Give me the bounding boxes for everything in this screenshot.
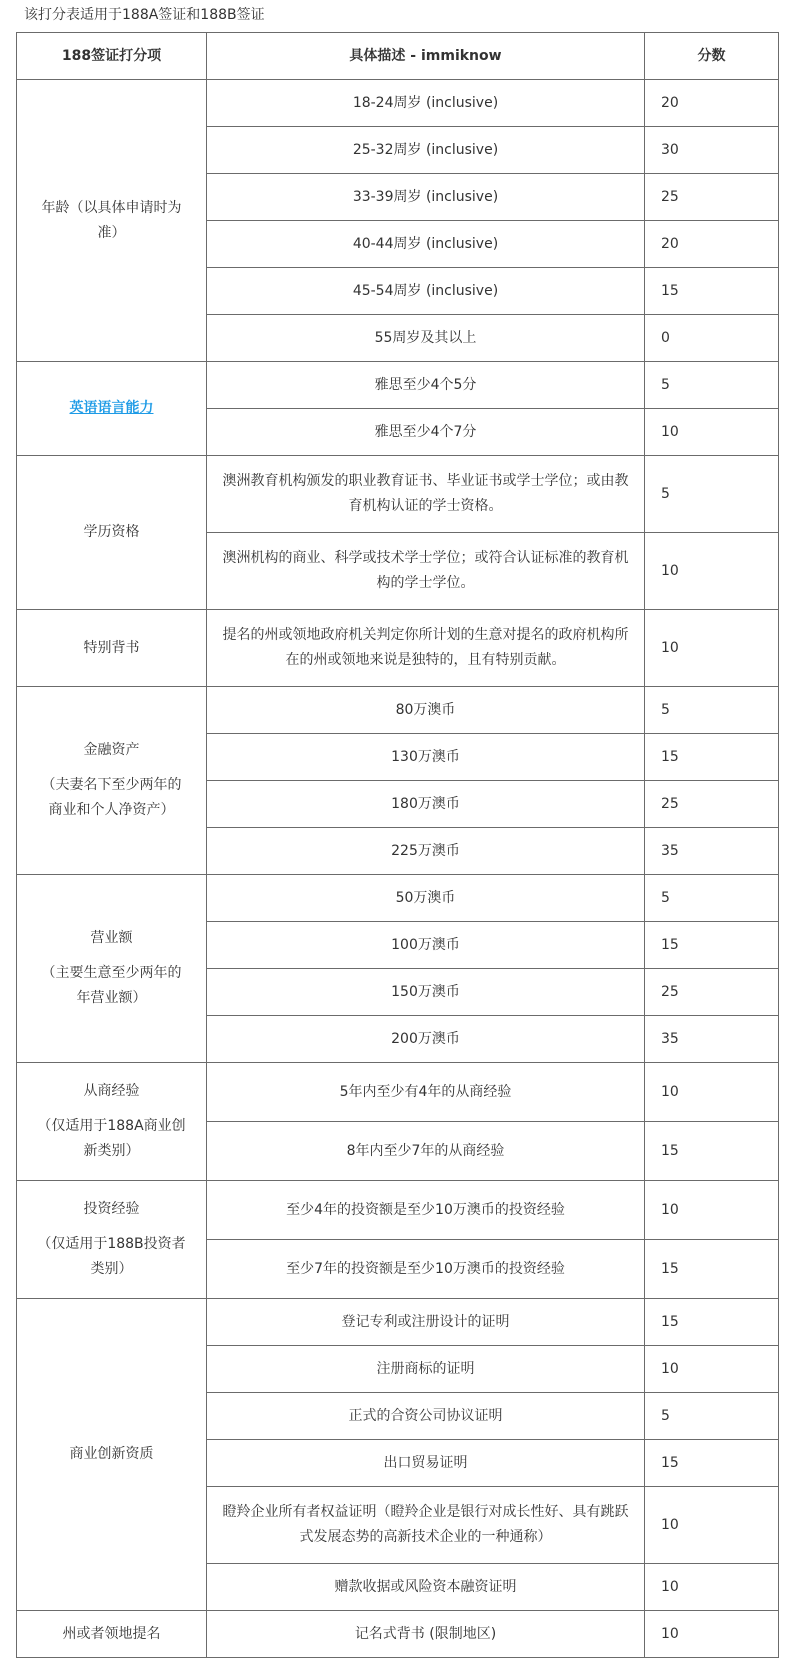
header-row [17,33,779,80]
group-label-business-exp [17,1063,207,1181]
group-label-innovation: 商业创新资质 [17,1299,207,1611]
row-points: 15 [645,1299,779,1346]
row-description: 注册商标的证明 [207,1346,645,1393]
group-label-nomination: 州或者领地提名 [17,1611,207,1658]
table-row [17,362,779,409]
group-label-investment-exp [17,1181,207,1299]
row-points: 15 [645,268,779,315]
row-points: 10 [645,1181,779,1240]
row-points: 5 [645,687,779,734]
row-description: 瞪羚企业所有者权益证明（瞪羚企业是银行对成长性好、具有跳跃式发展态势的高新技术企业的一种通称） [207,1487,645,1564]
group-label-age: 年龄（以具体申请时为准） [17,80,207,362]
table-row [17,1181,779,1240]
business-exp-title: 从商经验 [83,1083,140,1099]
group-label-education: 学历资格 [17,456,207,610]
row-description: 5年内至少有4年的从商经验 [207,1063,645,1122]
row-points: 15 [645,734,779,781]
row-description: 55周岁及其以上 [207,315,645,362]
row-points: 15 [645,922,779,969]
row-description: 18-24周岁 (inclusive) [207,80,645,127]
row-description: 130万澳币 [207,734,645,781]
row-points: 30 [645,127,779,174]
group-label-assets [17,687,207,875]
row-points: 5 [645,456,779,533]
row-points: 10 [645,1611,779,1658]
assets-title: 金融资产 [83,742,140,758]
row-points: 35 [645,828,779,875]
row-description: 50万澳币 [207,875,645,922]
row-description: 至少7年的投资额是至少10万澳币的投资经验 [207,1240,645,1299]
header-description: 具体描述 - immiknow [207,33,645,80]
row-description: 8年内至少7年的从商经验 [207,1122,645,1181]
row-points: 10 [645,533,779,610]
row-points: 25 [645,781,779,828]
table-row [17,1063,779,1122]
row-points: 10 [645,409,779,456]
table-row [17,687,779,734]
row-points: 10 [645,610,779,687]
row-description: 80万澳币 [207,687,645,734]
row-points: 20 [645,80,779,127]
row-points: 15 [645,1240,779,1299]
row-description: 正式的合资公司协议证明 [207,1393,645,1440]
group-label-english [17,362,207,456]
intro-text: 该打分表适用于188A签证和188B签证 [24,7,265,23]
row-description: 45-54周岁 (inclusive) [207,268,645,315]
row-points: 10 [645,1346,779,1393]
row-description: 澳洲机构的商业、科学或技术学士学位；或符合认证标准的教育机构的学士学位。 [207,533,645,610]
assets-note: （夫妻名下至少两年的商业和个人净资产） [41,777,182,818]
row-description: 澳洲教育机构颁发的职业教育证书、毕业证书或学士学位；或由教育机构认证的学士资格。 [207,456,645,533]
investment-exp-title: 投资经验 [83,1201,140,1217]
row-description: 180万澳币 [207,781,645,828]
table-row [17,1299,779,1346]
english-ability-link[interactable]: 英语语言能力 [69,400,154,416]
row-description: 登记专利或注册设计的证明 [207,1299,645,1346]
row-points: 15 [645,1440,779,1487]
business-exp-note: （仅适用于188A商业创新类别） [37,1118,186,1159]
row-description: 提名的州或领地政府机关判定你所计划的生意对提名的政府机构所在的州或领地来说是独特的，且有特别贡献。 [207,610,645,687]
row-points: 15 [645,1122,779,1181]
row-description: 100万澳币 [207,922,645,969]
row-points: 0 [645,315,779,362]
table-row [17,456,779,533]
header-points: 分数 [645,33,779,80]
header-item: 188签证打分项 [17,33,207,80]
row-points: 20 [645,221,779,268]
row-description: 出口贸易证明 [207,1440,645,1487]
row-points: 10 [645,1063,779,1122]
table-row [17,80,779,127]
row-points: 10 [645,1564,779,1611]
row-points: 25 [645,174,779,221]
row-points: 5 [645,362,779,409]
row-description: 记名式背书 (限制地区) [207,1611,645,1658]
row-description: 225万澳币 [207,828,645,875]
row-description: 200万澳币 [207,1016,645,1063]
turnover-title: 营业额 [90,930,133,946]
points-table [16,32,779,1658]
row-points: 35 [645,1016,779,1063]
table-row [17,875,779,922]
row-description: 40-44周岁 (inclusive) [207,221,645,268]
table-row [17,610,779,687]
row-points: 25 [645,969,779,1016]
row-description: 33-39周岁 (inclusive) [207,174,645,221]
row-points: 5 [645,1393,779,1440]
group-label-endorsement: 特别背书 [17,610,207,687]
row-description: 至少4年的投资额是至少10万澳币的投资经验 [207,1181,645,1240]
turnover-note: （主要生意至少两年的年营业额） [41,965,182,1006]
investment-exp-note: （仅适用于188B投资者类别） [37,1236,186,1277]
row-description: 雅思至少4个7分 [207,409,645,456]
row-description: 雅思至少4个5分 [207,362,645,409]
group-label-turnover [17,875,207,1063]
row-points: 5 [645,875,779,922]
table-row [17,1611,779,1658]
row-description: 150万澳币 [207,969,645,1016]
row-description: 赠款收据或风险资本融资证明 [207,1564,645,1611]
row-points: 10 [645,1487,779,1564]
row-description: 25-32周岁 (inclusive) [207,127,645,174]
